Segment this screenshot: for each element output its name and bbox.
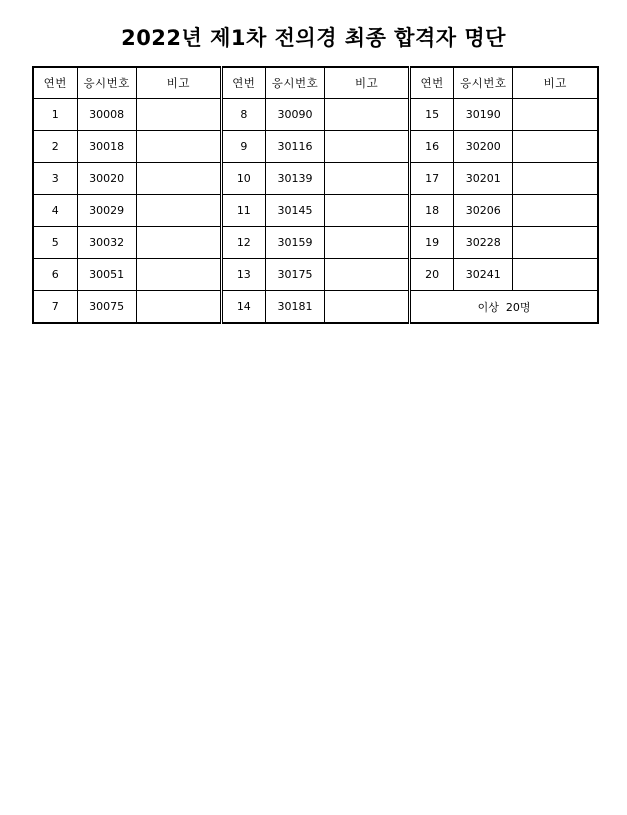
total-count: 이상 20명 [410,291,598,324]
cell-note [513,131,598,163]
cell-exam-id: 30018 [77,131,136,163]
cell-note [136,131,221,163]
cell-note [513,259,598,291]
header-note: 비고 [513,67,598,99]
cell-exam-id: 30020 [77,163,136,195]
cell-exam-id: 30116 [265,131,324,163]
header-note: 비고 [325,67,410,99]
cell-exam-id: 30181 [265,291,324,324]
cell-no: 8 [221,99,265,131]
cell-note [325,99,410,131]
cell-no: 4 [33,195,77,227]
header-row [33,67,598,99]
cell-no: 15 [410,99,454,131]
header-exam-id: 응시번호 [77,67,136,99]
cell-no: 10 [221,163,265,195]
cell-no: 3 [33,163,77,195]
header-note: 비고 [136,67,221,99]
cell-note [513,195,598,227]
cell-exam-id: 30029 [77,195,136,227]
cell-no: 16 [410,131,454,163]
cell-note [136,259,221,291]
cell-note [513,163,598,195]
cell-note [136,163,221,195]
cell-note [136,227,221,259]
table-row [33,131,598,163]
cell-no: 5 [33,227,77,259]
table-row [33,99,598,131]
header-no: 연번 [33,67,77,99]
cell-no: 11 [221,195,265,227]
cell-exam-id: 30228 [454,227,513,259]
cell-exam-id: 30201 [454,163,513,195]
cell-no: 14 [221,291,265,324]
cell-no: 13 [221,259,265,291]
cell-note [325,131,410,163]
header-exam-id: 응시번호 [265,67,324,99]
cell-no: 17 [410,163,454,195]
cell-no: 7 [33,291,77,324]
cell-exam-id: 30175 [265,259,324,291]
cell-note [325,163,410,195]
cell-no: 18 [410,195,454,227]
cell-no: 9 [221,131,265,163]
header-no: 연번 [410,67,454,99]
cell-note [513,99,598,131]
table-row [33,195,598,227]
cell-exam-id: 30090 [265,99,324,131]
cell-no: 1 [33,99,77,131]
cell-note [325,291,410,324]
cell-no: 2 [33,131,77,163]
cell-no: 12 [221,227,265,259]
cell-note [325,195,410,227]
cell-note [325,227,410,259]
cell-exam-id: 30241 [454,259,513,291]
table-row [33,291,598,324]
table-row [33,227,598,259]
header-no: 연번 [221,67,265,99]
cell-no: 6 [33,259,77,291]
cell-exam-id: 30008 [77,99,136,131]
cell-note [136,195,221,227]
cell-exam-id: 30206 [454,195,513,227]
cell-note [513,227,598,259]
cell-no: 19 [410,227,454,259]
cell-exam-id: 30051 [77,259,136,291]
cell-exam-id: 30032 [77,227,136,259]
page-title: 2022년 제1차 전의경 최종 합격자 명단 [121,26,506,50]
header-exam-id: 응시번호 [454,67,513,99]
cell-exam-id: 30145 [265,195,324,227]
table-row [33,163,598,195]
cell-exam-id: 30139 [265,163,324,195]
roster-table [32,66,599,324]
cell-exam-id: 30200 [454,131,513,163]
cell-exam-id: 30075 [77,291,136,324]
cell-note [325,259,410,291]
cell-exam-id: 30190 [454,99,513,131]
cell-exam-id: 30159 [265,227,324,259]
cell-note [136,99,221,131]
cell-note [136,291,221,324]
cell-no: 20 [410,259,454,291]
table-row [33,259,598,291]
